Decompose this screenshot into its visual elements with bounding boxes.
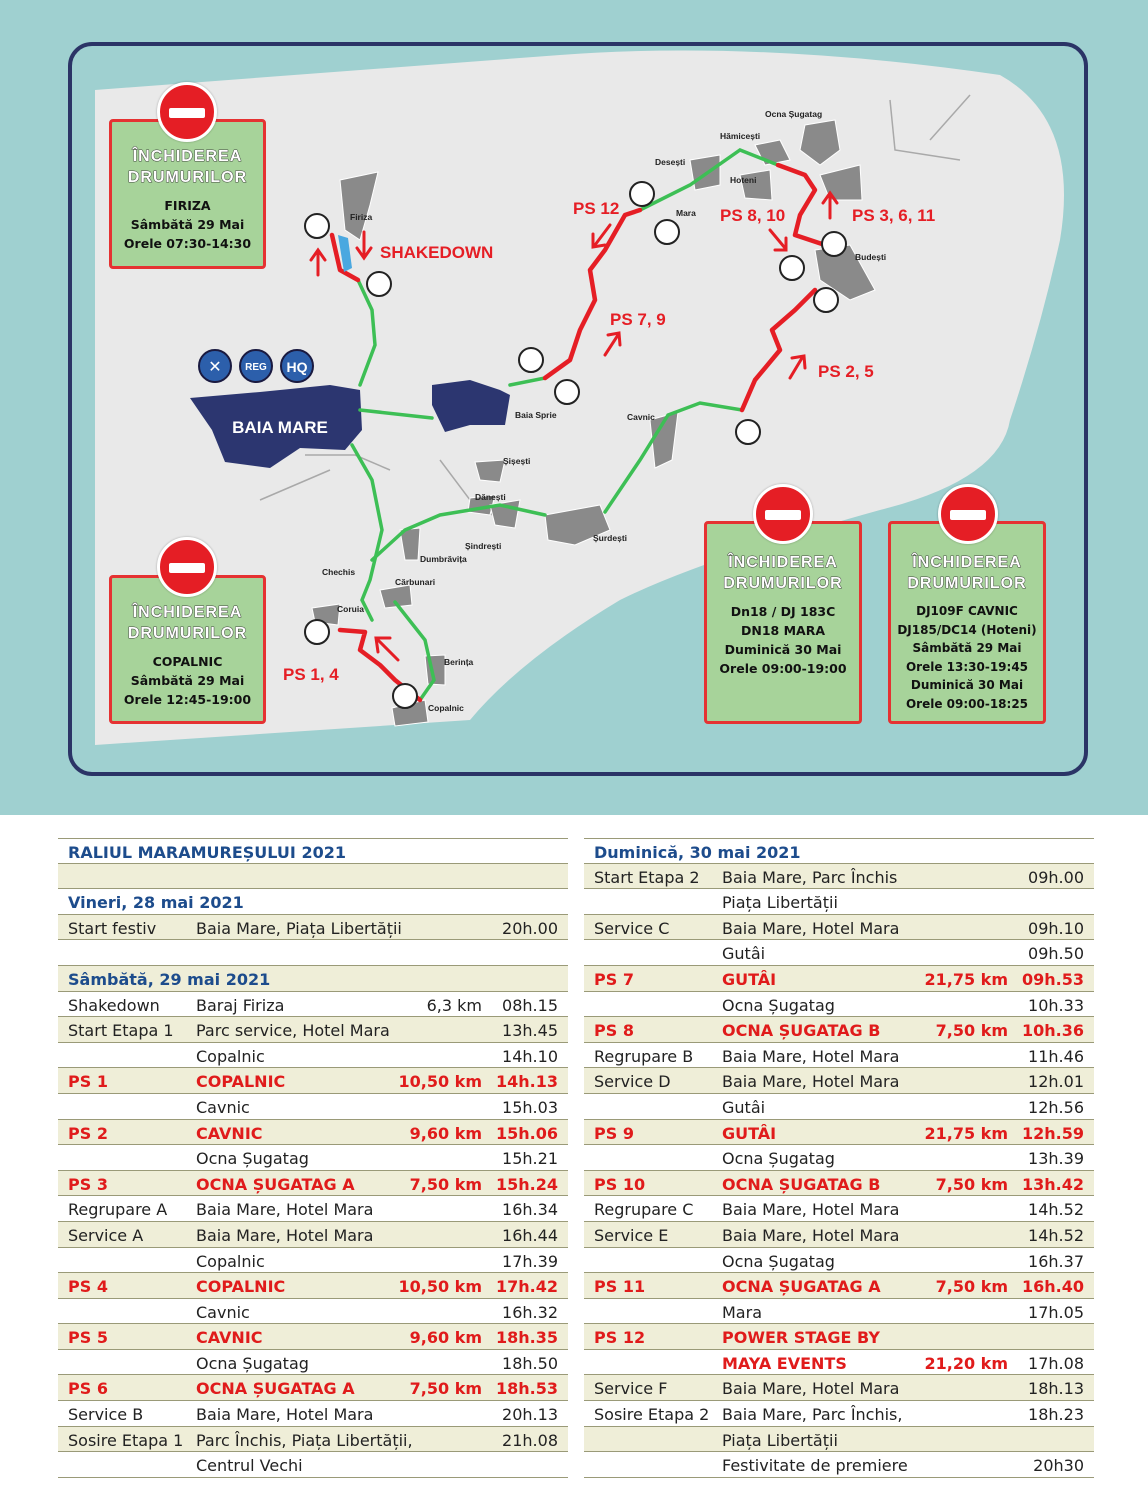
place-hoteni: Hoteni: [730, 175, 757, 185]
cell-c1: Duminică, 30 mai 2021: [594, 843, 801, 862]
schedule-row: [584, 992, 1094, 1018]
cell-c3: 10,50 km: [398, 1277, 482, 1297]
closure-details: [707, 602, 859, 678]
cell-c4: 17h.39: [502, 1251, 558, 1271]
cell-c4: 12h.56: [1028, 1097, 1084, 1117]
cell-c4: 15h.21: [502, 1149, 558, 1169]
cell-c2: CAVNIC: [196, 1328, 263, 1348]
schedule-row: [584, 1120, 1094, 1146]
cell-c1: PS 1: [68, 1072, 108, 1092]
closure-line: DN18 MARA: [741, 623, 825, 638]
closure-line: Sâmbătă 29 Mai: [130, 673, 245, 688]
label-ps7-9: PS 7, 9: [610, 310, 666, 329]
schedule-row: [584, 1017, 1094, 1043]
cell-c2: Baia Mare, Parc Închis,: [722, 1405, 903, 1425]
cell-c1: Regrupare B: [594, 1046, 694, 1066]
label-ps1-4: PS 1, 4: [283, 665, 339, 684]
schedule-row: [584, 915, 1094, 941]
reg-icon: REG: [245, 362, 267, 373]
cell-c2: Baia Mare, Parc Închis: [722, 867, 898, 887]
place-sisesti: Șișești: [503, 456, 531, 466]
cell-c4: 20h.00: [502, 918, 558, 938]
cell-c1: PS 5: [68, 1328, 108, 1348]
schedule-row: [58, 1171, 568, 1197]
schedule-row: [584, 1248, 1094, 1274]
closure-line: Duminică 30 Mai: [910, 678, 1024, 692]
cell-c1: Sâmbătă, 29 mai 2021: [68, 969, 271, 989]
schedule-row: [584, 1043, 1094, 1069]
schedule-sunday: [584, 838, 1094, 1478]
closure-line: Orele 09:00-19:00: [719, 661, 847, 676]
place-ocna-sugatag: Ocna Șugatag: [765, 109, 823, 119]
schedule-row: [58, 1401, 568, 1427]
cell-c4: 10h.36: [1022, 1021, 1084, 1041]
schedule-row: [58, 1196, 568, 1222]
label-shakedown: SHAKEDOWN: [380, 243, 494, 262]
cell-c2: OCNA ȘUGATAG A: [196, 1174, 355, 1194]
closure-line: Orele 12:45-19:00: [123, 692, 252, 707]
cell-c2: GUTÂI: [722, 969, 777, 989]
cell-c1: Start Etapa 1: [68, 1021, 174, 1041]
cell-c4: 09h.53: [1022, 969, 1084, 989]
schedule-row: [58, 966, 568, 992]
cell-c2: COPALNIC: [196, 1072, 286, 1092]
no-entry-icon: [753, 484, 813, 544]
cell-c2: Piața Libertății: [722, 893, 838, 913]
closure-line: Duminică 30 Mai: [724, 642, 842, 657]
closure-title: ÎNCHIDEREA DRUMURILOR: [723, 554, 843, 592]
schedule-saturday: [58, 838, 568, 1478]
cell-c4: 18h.50: [502, 1353, 558, 1373]
place-hamicesti: Hămicești: [720, 131, 761, 141]
cell-c1: PS 3: [68, 1174, 108, 1194]
cell-c4: 16h.37: [1028, 1251, 1084, 1271]
cell-c4: 13h.39: [1028, 1149, 1084, 1169]
cell-c2: Centrul Vechi: [196, 1456, 303, 1476]
closure-line: Sâmbătă 29 Mai: [912, 641, 1022, 655]
schedule-row: [584, 889, 1094, 915]
cell-c2: Baia Mare, Hotel Mara: [722, 1200, 900, 1220]
closure-title: ÎNCHIDEREA DRUMURILOR: [127, 148, 248, 186]
cell-c2: Cavnic: [196, 1302, 250, 1322]
schedule-row: [58, 1248, 568, 1274]
place-chechis: Chechis: [322, 567, 356, 577]
cell-c2: Cavnic: [196, 1097, 250, 1117]
cell-c2: OCNA ȘUGATAG B: [722, 1021, 881, 1041]
closure-line: DJ109F CAVNIC: [916, 604, 1018, 618]
closure-line: Sâmbătă 29 Mai: [130, 217, 245, 232]
cell-c4: 20h.13: [502, 1405, 558, 1425]
label-ps3-6-11: PS 3, 6, 11: [852, 206, 936, 225]
cell-c3: 7,50 km: [409, 1174, 482, 1194]
cell-c1: PS 11: [594, 1277, 646, 1297]
cell-c2: Baraj Firiza: [196, 995, 285, 1015]
cell-c4: 18h.35: [496, 1328, 558, 1348]
schedule-row: [584, 940, 1094, 966]
cell-c4: 14h.52: [1028, 1225, 1084, 1245]
cell-c4: 09h.00: [1028, 867, 1084, 887]
cell-c1: RALIUL MARAMUREȘULUI 2021: [68, 843, 346, 862]
schedule-row: [584, 1350, 1094, 1376]
cell-c2: OCNA ȘUGATAG B: [722, 1174, 881, 1194]
place-berinta: Berința: [444, 657, 474, 667]
closure-line: FIRIZA: [164, 198, 211, 213]
cell-c1: Service C: [594, 918, 670, 938]
no-entry-icon: [938, 484, 998, 544]
cell-c3: 9,60 km: [409, 1123, 482, 1143]
hq-icon: HQ: [286, 359, 308, 375]
cell-c2: Parc service, Hotel Mara: [196, 1021, 390, 1041]
place-surdesti: Șurdești: [593, 533, 628, 543]
cell-c3: 21,75 km: [924, 969, 1008, 989]
closure-line: DJ185/DC14 (Hoteni): [897, 622, 1037, 637]
cell-c3: 7,50 km: [935, 1174, 1008, 1194]
schedule-row: [584, 966, 1094, 992]
schedule-row: [58, 1120, 568, 1146]
closure-copalnic: [109, 575, 266, 724]
place-budesti: Budești: [855, 252, 887, 262]
cell-c1: PS 12: [594, 1328, 646, 1348]
cell-c3: 9,60 km: [409, 1328, 482, 1348]
cell-c2: CAVNIC: [196, 1123, 263, 1143]
schedule-row: [584, 1375, 1094, 1401]
cell-c1: Regrupare A: [68, 1200, 168, 1220]
schedule-row: [58, 1145, 568, 1171]
cell-c4: 17h.08: [1028, 1353, 1084, 1373]
wrench-icon: ✕: [208, 357, 222, 376]
place-danesti: Dănești: [475, 492, 506, 502]
cell-c4: 18h.23: [1028, 1405, 1084, 1425]
cell-c2: Ocna Șugatag: [196, 1149, 309, 1169]
cell-c4: 16h.40: [1022, 1277, 1084, 1297]
cell-c2: OCNA ȘUGATAG A: [196, 1379, 355, 1399]
schedule-row: [584, 1324, 1094, 1350]
place-cavnic: Cavnic: [627, 412, 655, 422]
cell-c3: 21,75 km: [924, 1123, 1008, 1143]
cell-c3: 6,3 km: [426, 995, 482, 1015]
place-mara: Mara: [676, 208, 696, 218]
schedule-row: [584, 1145, 1094, 1171]
cell-c4: 18h.13: [1028, 1379, 1084, 1399]
schedule-row: [58, 1375, 568, 1401]
schedule-row: [58, 1427, 568, 1453]
cell-c2: Ocna Șugatag: [196, 1353, 309, 1373]
place-copalnic: Copalnic: [428, 703, 464, 713]
cell-c4: 12h.01: [1028, 1072, 1084, 1092]
cell-c3: 7,50 km: [935, 1277, 1008, 1297]
closure-title: ÎNCHIDEREA DRUMURILOR: [127, 604, 248, 642]
schedule-row: [58, 864, 568, 890]
closure-details: [891, 602, 1043, 713]
schedule-row: [58, 1222, 568, 1248]
cell-c2: Baia Mare, Piața Libertății: [196, 918, 402, 938]
cell-c3: 21,20 km: [924, 1353, 1008, 1373]
cell-c1: Shakedown: [68, 995, 160, 1015]
cell-c1: Regrupare C: [594, 1200, 694, 1220]
cell-c1: PS 7: [594, 969, 634, 989]
closure-line: COPALNIC: [152, 654, 223, 669]
cell-c2: Baia Mare, Hotel Mara: [722, 918, 900, 938]
cell-c4: 13h.42: [1022, 1174, 1084, 1194]
schedule-row: [584, 1427, 1094, 1453]
cell-c4: 14h.13: [496, 1072, 558, 1092]
cell-c1: PS 8: [594, 1021, 634, 1041]
schedule-row: [58, 1452, 568, 1478]
schedule-row: [58, 1068, 568, 1094]
cell-c2: GUTÂI: [722, 1123, 777, 1143]
schedule-row: [584, 1094, 1094, 1120]
cell-c1: PS 2: [68, 1123, 108, 1143]
cell-c4: 15h.03: [502, 1097, 558, 1117]
closure-mara: [704, 521, 862, 724]
cell-c4: 20h30: [1033, 1456, 1084, 1476]
cell-c4: 14h.10: [502, 1046, 558, 1066]
schedule-row: [58, 1324, 568, 1350]
schedule-row: [58, 1299, 568, 1325]
cell-c2: Baia Mare, Hotel Mara: [196, 1200, 374, 1220]
place-sindresti: Șindrești: [465, 541, 502, 551]
cell-c2: Piața Libertății: [722, 1430, 838, 1450]
closure-line: Orele 07:30-14:30: [123, 236, 252, 251]
schedule-row: [58, 1094, 568, 1120]
cell-c3: 7,50 km: [409, 1379, 482, 1399]
schedule-row: [58, 1273, 568, 1299]
cell-c2: Baia Mare, Hotel Mara: [196, 1225, 374, 1245]
schedule-row: [58, 1350, 568, 1376]
cell-c2: POWER STAGE BY: [722, 1328, 880, 1348]
cell-c4: 15h.06: [496, 1123, 558, 1143]
schedule-row: [584, 838, 1094, 864]
cell-c3: 10,50 km: [398, 1072, 482, 1092]
place-carbunari: Cărbunari: [395, 577, 436, 587]
closure-line: Orele 09:00-18:25: [905, 696, 1029, 711]
cell-c4: 16h.32: [502, 1302, 558, 1322]
schedule-row: [58, 992, 568, 1018]
cell-c2: Baia Mare, Hotel Mara: [722, 1379, 900, 1399]
cell-c4: 16h.44: [502, 1225, 558, 1245]
cell-c2: Baia Mare, Hotel Mara: [722, 1072, 900, 1092]
schedule-row: [584, 1299, 1094, 1325]
cell-c2: COPALNIC: [196, 1277, 286, 1297]
cell-c4: 10h.33: [1028, 995, 1084, 1015]
schedule-row: [584, 1222, 1094, 1248]
cell-c2: Baia Mare, Hotel Mara: [722, 1046, 900, 1066]
cell-c2: Ocna Șugatag: [722, 995, 835, 1015]
cell-c2: Ocna Șugatag: [722, 1149, 835, 1169]
schedule-row: [58, 889, 568, 915]
schedule-row: [584, 1452, 1094, 1478]
no-entry-icon: [157, 82, 217, 142]
cell-c1: Sosire Etapa 2: [594, 1405, 710, 1425]
cell-c1: Vineri, 28 mai 2021: [68, 893, 244, 913]
label-ps2-5: PS 2, 5: [818, 362, 874, 381]
schedule-row: [584, 1401, 1094, 1427]
label-ps12: PS 12: [573, 199, 620, 218]
schedule-row: [584, 1196, 1094, 1222]
cell-c1: Service F: [594, 1379, 668, 1399]
cell-c2: Gutâi: [722, 1097, 766, 1117]
city-baia-mare: BAIA MARE: [232, 418, 328, 437]
closure-details: [112, 196, 263, 253]
closure-line: Orele 13:30-19:45: [905, 659, 1029, 674]
cell-c1: PS 9: [594, 1123, 634, 1143]
closure-cavnic: [888, 521, 1046, 724]
label-ps8-10: PS 8, 10: [720, 206, 786, 225]
cell-c2: MAYA EVENTS: [722, 1353, 847, 1373]
cell-c4: 16h.34: [502, 1200, 558, 1220]
cell-c1: PS 6: [68, 1379, 108, 1399]
cell-c1: Service A: [68, 1225, 144, 1245]
cell-c2: Baia Mare, Hotel Mara: [196, 1405, 374, 1425]
schedule-row: [584, 1273, 1094, 1299]
cell-c1: Start Etapa 2: [594, 867, 700, 887]
cell-c2: Parc Închis, Piața Libertății,: [196, 1430, 413, 1450]
closure-line: Dn18 / DJ 183C: [730, 604, 836, 619]
schedule-row: [58, 1017, 568, 1043]
cell-c1: Sosire Etapa 1: [68, 1430, 184, 1450]
cell-c2: Festivitate de premiere: [722, 1456, 908, 1476]
cell-c2: Ocna Șugatag: [722, 1251, 835, 1271]
schedule-row: [58, 1043, 568, 1069]
closure-title: ÎNCHIDEREA DRUMURILOR: [907, 554, 1027, 592]
cell-c2: Baia Mare, Hotel Mara: [722, 1225, 900, 1245]
closure-details: [112, 652, 263, 709]
cell-c1: Service B: [68, 1405, 144, 1425]
cell-c4: 12h.59: [1022, 1123, 1084, 1143]
cell-c4: 17h.42: [496, 1277, 558, 1297]
cell-c4: 18h.53: [496, 1379, 558, 1399]
cell-c2: Gutâi: [722, 944, 766, 964]
place-desesti: Desești: [655, 157, 686, 167]
cell-c2: OCNA ȘUGATAG A: [722, 1277, 881, 1297]
cell-c4: 17h.05: [1028, 1302, 1084, 1322]
cell-c4: 11h.46: [1028, 1046, 1084, 1066]
place-firiza: Firiza: [350, 212, 373, 222]
schedule-row: [58, 940, 568, 966]
schedule-row: [58, 915, 568, 941]
cell-c4: 09h.10: [1028, 918, 1084, 938]
cell-c4: 15h.24: [496, 1174, 558, 1194]
cell-c4: 21h.08: [502, 1430, 558, 1450]
cell-c2: Copalnic: [196, 1251, 265, 1271]
cell-c4: 09h.50: [1028, 944, 1084, 964]
schedule-row: [584, 1068, 1094, 1094]
schedule-row: [584, 864, 1094, 890]
cell-c1: PS 4: [68, 1277, 108, 1297]
cell-c1: Service E: [594, 1225, 669, 1245]
cell-c2: Copalnic: [196, 1046, 265, 1066]
cell-c1: Start festiv: [68, 918, 157, 938]
cell-c1: Service D: [594, 1072, 671, 1092]
cell-c4: 14h.52: [1028, 1200, 1084, 1220]
cell-c1: PS 10: [594, 1174, 646, 1194]
place-coruia: Coruia: [337, 604, 364, 614]
place-baia-sprie: Baia Sprie: [515, 410, 557, 420]
cell-c4: 08h.15: [502, 995, 558, 1015]
cell-c3: 7,50 km: [935, 1021, 1008, 1041]
no-entry-icon: [157, 537, 217, 597]
schedule-row: [584, 1171, 1094, 1197]
cell-c4: 13h.45: [502, 1021, 558, 1041]
schedule-row: [58, 838, 568, 864]
cell-c2: Mara: [722, 1302, 762, 1322]
place-dumbravita: Dumbrăvița: [420, 554, 467, 564]
